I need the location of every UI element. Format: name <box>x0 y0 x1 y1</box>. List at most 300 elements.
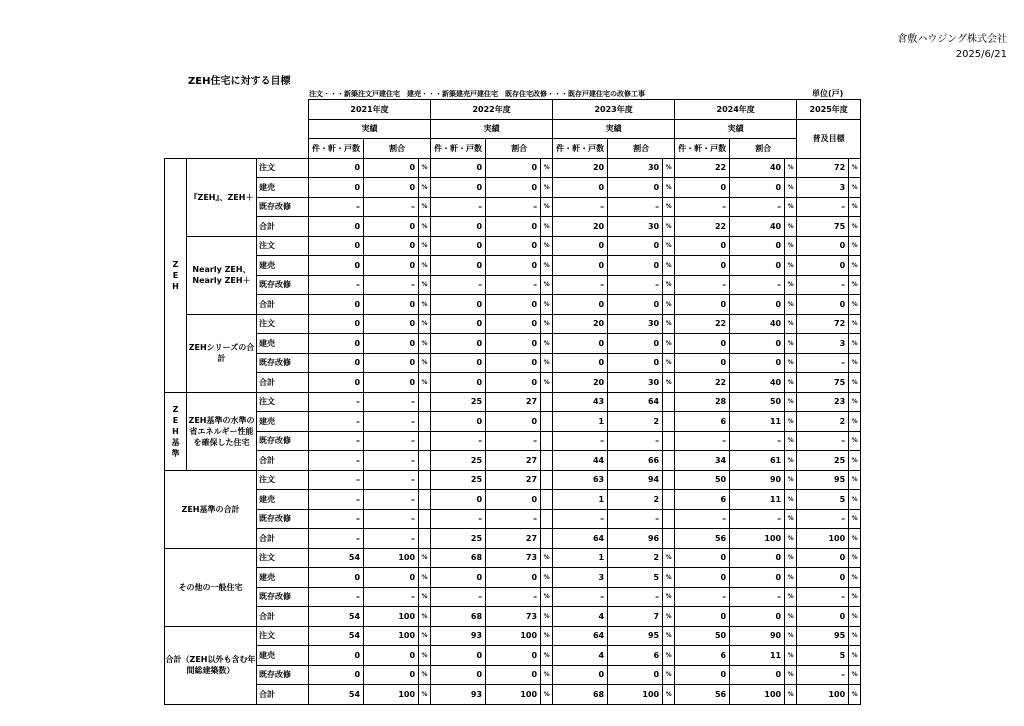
table-row <box>165 158 861 178</box>
unit-label: 単位(戸) <box>812 89 844 98</box>
percent-sign-cell: % <box>849 646 861 666</box>
count-cell: 0 <box>553 256 608 276</box>
ratio-cell: 11 <box>730 646 785 666</box>
percent-sign-cell <box>541 509 553 529</box>
document-date: 2025/6/21 <box>955 49 1007 60</box>
percent-sign-cell: % <box>419 158 431 178</box>
percent-sign-cell: % <box>785 509 797 529</box>
target-cell: 100 <box>797 529 849 549</box>
percent-sign-cell <box>663 529 675 549</box>
actual-header-row <box>165 119 861 139</box>
category-label: 合計（ZEH以外も含む年間総建築数） <box>165 626 257 704</box>
count-cell: – <box>309 431 364 451</box>
target-cell: – <box>797 431 849 451</box>
percent-sign-cell <box>419 490 431 510</box>
target-cell: 3 <box>797 178 849 198</box>
count-cell: 22 <box>675 373 730 393</box>
row-type-label: 注文 <box>257 236 309 256</box>
ratio-cell: – <box>364 197 419 217</box>
percent-sign-cell: % <box>541 626 553 646</box>
percent-sign-cell: % <box>541 275 553 295</box>
row-type-label: 注文 <box>257 392 309 412</box>
percent-sign-cell: % <box>663 607 675 627</box>
count-cell: 0 <box>431 178 486 198</box>
count-cell: 0 <box>309 256 364 276</box>
percent-sign-cell: % <box>849 568 861 588</box>
ratio-cell: 0 <box>486 646 541 666</box>
target-cell: 3 <box>797 334 849 354</box>
ratio-cell: – <box>730 275 785 295</box>
percent-sign-cell: % <box>785 412 797 432</box>
ratio-cell: 30 <box>608 373 663 393</box>
category-label: その他の一般住宅 <box>165 548 257 626</box>
count-cell: – <box>431 197 486 217</box>
percent-sign-cell: % <box>541 646 553 666</box>
ratio-cell: – <box>486 431 541 451</box>
count-cell: – <box>553 275 608 295</box>
count-cell: – <box>675 431 730 451</box>
count-cell: 22 <box>675 158 730 178</box>
percent-sign-cell: % <box>663 626 675 646</box>
ratio-cell: 100 <box>730 529 785 549</box>
ratio-cell: 95 <box>608 626 663 646</box>
count-cell: – <box>675 275 730 295</box>
row-type-label: 建売 <box>257 334 309 354</box>
count-cell: 54 <box>309 685 364 705</box>
target-cell: 0 <box>797 568 849 588</box>
ratio-cell: 0 <box>486 412 541 432</box>
percent-sign-cell: % <box>541 548 553 568</box>
percent-sign-cell: % <box>541 373 553 393</box>
percent-sign-cell: % <box>849 685 861 705</box>
count-cell: 0 <box>675 665 730 685</box>
percent-sign-cell: % <box>419 568 431 588</box>
row-type-label: 既存改修 <box>257 665 309 685</box>
percent-sign-cell: % <box>541 568 553 588</box>
ratio-cell: 0 <box>364 256 419 276</box>
percent-sign-cell: % <box>419 275 431 295</box>
ratio-cell: 0 <box>486 178 541 198</box>
percent-sign-cell: % <box>849 353 861 373</box>
percent-sign-cell: % <box>541 217 553 237</box>
percent-sign-cell: % <box>663 197 675 217</box>
ratio-cell: 0 <box>364 334 419 354</box>
percent-sign-cell: % <box>849 314 861 334</box>
percent-sign-cell: % <box>663 373 675 393</box>
count-cell: – <box>431 509 486 529</box>
table-row <box>165 529 861 549</box>
count-cell: 0 <box>431 373 486 393</box>
count-cell: – <box>553 431 608 451</box>
percent-sign-cell: % <box>785 451 797 471</box>
row-type-label: 合計 <box>257 451 309 471</box>
percent-sign-cell <box>541 529 553 549</box>
percent-sign-cell <box>663 451 675 471</box>
percent-sign-cell: % <box>541 334 553 354</box>
ratio-label: 割合 <box>486 139 553 159</box>
count-cell: 0 <box>553 665 608 685</box>
target-cell: 23 <box>797 392 849 412</box>
year-2023: 2023年度 <box>553 100 675 120</box>
count-cell: 54 <box>309 548 364 568</box>
ratio-cell: 27 <box>486 529 541 549</box>
year-2025: 2025年度 <box>797 100 861 120</box>
count-cell: – <box>309 490 364 510</box>
row-type-label: 建売 <box>257 256 309 276</box>
count-cell: 0 <box>553 353 608 373</box>
count-cell: – <box>309 509 364 529</box>
year-2022: 2022年度 <box>431 100 553 120</box>
count-cell: 20 <box>553 158 608 178</box>
count-cell: – <box>553 587 608 607</box>
percent-sign-cell: % <box>849 217 861 237</box>
percent-sign-cell: % <box>785 607 797 627</box>
percent-sign-cell: % <box>785 217 797 237</box>
table-row <box>165 334 861 354</box>
percent-sign-cell: % <box>849 412 861 432</box>
count-cell: 0 <box>675 353 730 373</box>
ratio-cell: – <box>364 392 419 412</box>
percent-sign-cell: % <box>419 236 431 256</box>
ratio-cell: – <box>364 412 419 432</box>
percent-sign-cell: % <box>541 178 553 198</box>
percent-sign-cell: % <box>419 295 431 315</box>
percent-sign-cell: % <box>849 509 861 529</box>
percent-sign-cell: % <box>785 256 797 276</box>
percent-sign-cell: % <box>785 295 797 315</box>
ratio-cell: 27 <box>486 451 541 471</box>
count-cell: 68 <box>431 607 486 627</box>
count-label: 件・軒・戸数 <box>431 139 486 159</box>
ratio-label: 割合 <box>364 139 431 159</box>
count-cell: – <box>309 529 364 549</box>
ratio-cell: 50 <box>730 392 785 412</box>
count-cell: 25 <box>431 470 486 490</box>
row-type-label: 注文 <box>257 548 309 568</box>
ratio-cell: 0 <box>608 236 663 256</box>
percent-sign-cell: % <box>663 295 675 315</box>
percent-sign-cell: % <box>849 548 861 568</box>
percent-sign-cell: % <box>785 178 797 198</box>
target-cell: 95 <box>797 626 849 646</box>
percent-sign-cell: % <box>849 431 861 451</box>
percent-sign-cell <box>419 451 431 471</box>
ratio-cell: 6 <box>608 646 663 666</box>
percent-sign-cell: % <box>849 626 861 646</box>
percent-sign-cell: % <box>663 314 675 334</box>
year-2021: 2021年度 <box>309 100 431 120</box>
ratio-cell: 61 <box>730 451 785 471</box>
percent-sign-cell <box>663 412 675 432</box>
count-cell: – <box>553 509 608 529</box>
percent-sign-cell: % <box>849 529 861 549</box>
category-outer-label <box>165 158 187 392</box>
count-cell: 25 <box>431 529 486 549</box>
target-cell: 0 <box>797 236 849 256</box>
ratio-cell: 0 <box>608 178 663 198</box>
table-row <box>165 490 861 510</box>
percent-sign-cell: % <box>785 158 797 178</box>
row-type-label: 合計 <box>257 217 309 237</box>
table-row <box>165 178 861 198</box>
count-cell: 0 <box>309 646 364 666</box>
percent-sign-cell: % <box>541 587 553 607</box>
ratio-cell: 100 <box>486 685 541 705</box>
count-cell: 56 <box>675 685 730 705</box>
row-type-label: 合計 <box>257 373 309 393</box>
count-cell: 43 <box>553 392 608 412</box>
percent-sign-cell: % <box>541 665 553 685</box>
table-row <box>165 217 861 237</box>
count-cell: 0 <box>431 353 486 373</box>
percent-sign-cell: % <box>785 197 797 217</box>
percent-sign-cell: % <box>849 665 861 685</box>
percent-sign-cell: % <box>541 256 553 276</box>
row-type-label: 注文 <box>257 470 309 490</box>
count-cell: 0 <box>309 568 364 588</box>
table-row <box>165 353 861 373</box>
count-cell: – <box>431 587 486 607</box>
ratio-cell: 0 <box>486 665 541 685</box>
count-cell: – <box>675 197 730 217</box>
ratio-cell: 0 <box>486 217 541 237</box>
percent-sign-cell: % <box>419 685 431 705</box>
table-row <box>165 607 861 627</box>
row-type-label: 注文 <box>257 626 309 646</box>
percent-sign-cell: % <box>849 256 861 276</box>
percent-sign-cell: % <box>419 314 431 334</box>
count-cell: 0 <box>431 334 486 354</box>
target-cell: 72 <box>797 314 849 334</box>
target-cell: – <box>797 197 849 217</box>
count-cell: 0 <box>431 236 486 256</box>
ratio-cell: 90 <box>730 626 785 646</box>
ratio-cell: – <box>364 587 419 607</box>
table-row <box>165 236 861 256</box>
count-cell: 0 <box>431 646 486 666</box>
ratio-cell: 0 <box>608 295 663 315</box>
percent-sign-cell <box>419 470 431 490</box>
ratio-cell: 0 <box>364 217 419 237</box>
table-row <box>165 685 861 705</box>
percent-sign-cell: % <box>785 392 797 412</box>
percent-sign-cell: % <box>849 587 861 607</box>
count-cell: 25 <box>431 451 486 471</box>
count-cell: 6 <box>675 490 730 510</box>
actual-label: 実績 <box>675 119 797 139</box>
count-label: 件・軒・戸数 <box>309 139 364 159</box>
ratio-cell: 0 <box>486 353 541 373</box>
category-outer-text: ZEH基準 <box>171 404 180 458</box>
count-cell: 20 <box>553 314 608 334</box>
ratio-cell: – <box>730 587 785 607</box>
count-cell: 6 <box>675 412 730 432</box>
count-cell: 64 <box>553 626 608 646</box>
percent-sign-cell: % <box>541 353 553 373</box>
count-cell: 1 <box>553 412 608 432</box>
count-cell: 68 <box>431 548 486 568</box>
count-cell: 0 <box>431 490 486 510</box>
ratio-cell: 64 <box>608 392 663 412</box>
ratio-cell: 0 <box>730 607 785 627</box>
ratio-cell: 0 <box>730 568 785 588</box>
percent-sign-cell: % <box>785 568 797 588</box>
target-cell: 2 <box>797 412 849 432</box>
percent-sign-cell: % <box>663 568 675 588</box>
ratio-cell: 0 <box>608 353 663 373</box>
ratio-cell: 0 <box>364 314 419 334</box>
percent-sign-cell: % <box>663 158 675 178</box>
count-cell: 6 <box>675 646 730 666</box>
ratio-cell: – <box>364 529 419 549</box>
count-cell: – <box>675 587 730 607</box>
ratio-cell: 0 <box>364 158 419 178</box>
ratio-cell: 0 <box>486 236 541 256</box>
ratio-cell: 0 <box>364 178 419 198</box>
ratio-cell: 0 <box>486 490 541 510</box>
percent-sign-cell: % <box>541 236 553 256</box>
row-type-label: 建売 <box>257 490 309 510</box>
table-row <box>165 470 861 490</box>
company-name: 倉敷ハウジング株式会社 <box>897 34 1007 45</box>
count-cell: – <box>309 412 364 432</box>
target-cell: 5 <box>797 490 849 510</box>
percent-sign-cell: % <box>663 548 675 568</box>
ratio-cell: – <box>486 509 541 529</box>
percent-sign-cell: % <box>785 665 797 685</box>
table-row <box>165 412 861 432</box>
percent-sign-cell <box>663 509 675 529</box>
percent-sign-cell <box>541 451 553 471</box>
count-cell: 4 <box>553 607 608 627</box>
percent-sign-cell: % <box>785 470 797 490</box>
ratio-cell: 0 <box>364 646 419 666</box>
count-cell: – <box>309 587 364 607</box>
percent-sign-cell <box>541 392 553 412</box>
ratio-cell: – <box>486 197 541 217</box>
target-cell: – <box>797 665 849 685</box>
percent-sign-cell: % <box>541 295 553 315</box>
table-row <box>165 295 861 315</box>
target-cell: – <box>797 587 849 607</box>
percent-sign-cell: % <box>663 236 675 256</box>
percent-sign-cell: % <box>419 373 431 393</box>
category-label: ZEH基準の水準の省エネルギー性能を確保した住宅 <box>187 392 257 470</box>
count-cell: 0 <box>675 178 730 198</box>
ratio-cell: – <box>364 490 419 510</box>
ratio-cell: – <box>608 431 663 451</box>
count-label: 件・軒・戸数 <box>675 139 730 159</box>
target-label: 普及目標 <box>797 119 861 158</box>
ratio-cell: 100 <box>608 685 663 705</box>
count-cell: 3 <box>553 568 608 588</box>
percent-sign-cell: % <box>849 373 861 393</box>
count-cell: 44 <box>553 451 608 471</box>
ratio-cell: 0 <box>364 373 419 393</box>
ratio-cell: – <box>608 587 663 607</box>
ratio-cell: – <box>608 509 663 529</box>
count-cell: – <box>553 197 608 217</box>
target-cell: 95 <box>797 470 849 490</box>
ratio-cell: 40 <box>730 314 785 334</box>
table-row <box>165 626 861 646</box>
ratio-cell: 0 <box>486 256 541 276</box>
year-2024: 2024年度 <box>675 100 797 120</box>
ratio-cell: 0 <box>364 665 419 685</box>
ratio-cell: 11 <box>730 490 785 510</box>
ratio-cell: – <box>364 470 419 490</box>
ratio-cell: 0 <box>608 256 663 276</box>
count-cell: 0 <box>675 607 730 627</box>
count-cell: 63 <box>553 470 608 490</box>
ratio-cell: 100 <box>364 685 419 705</box>
count-cell: 0 <box>309 373 364 393</box>
percent-sign-cell: % <box>541 685 553 705</box>
count-cell: 22 <box>675 314 730 334</box>
count-cell: 0 <box>553 236 608 256</box>
ratio-cell: 0 <box>730 178 785 198</box>
count-cell: 0 <box>431 256 486 276</box>
percent-sign-cell: % <box>419 646 431 666</box>
count-cell: – <box>309 470 364 490</box>
count-cell: 4 <box>553 646 608 666</box>
table-row <box>165 256 861 276</box>
ratio-cell: 100 <box>364 548 419 568</box>
percent-sign-cell <box>663 470 675 490</box>
percent-sign-cell: % <box>663 685 675 705</box>
percent-sign-cell: % <box>663 587 675 607</box>
percent-sign-cell: % <box>419 178 431 198</box>
ratio-cell: 0 <box>364 568 419 588</box>
target-cell: – <box>797 353 849 373</box>
row-type-label: 既存改修 <box>257 509 309 529</box>
count-cell: 0 <box>431 568 486 588</box>
count-cell: – <box>431 275 486 295</box>
percent-sign-cell: % <box>541 314 553 334</box>
count-cell: 0 <box>675 295 730 315</box>
count-cell: 0 <box>675 548 730 568</box>
percent-sign-cell: % <box>663 178 675 198</box>
percent-sign-cell: % <box>419 217 431 237</box>
count-cell: – <box>309 451 364 471</box>
percent-sign-cell: % <box>849 334 861 354</box>
count-cell: – <box>431 431 486 451</box>
percent-sign-cell: % <box>419 548 431 568</box>
ratio-cell: 0 <box>730 665 785 685</box>
ratio-cell: 100 <box>364 607 419 627</box>
count-cell: 0 <box>431 665 486 685</box>
percent-sign-cell <box>419 412 431 432</box>
row-type-label: 既存改修 <box>257 275 309 295</box>
ratio-cell: 40 <box>730 158 785 178</box>
count-cell: 50 <box>675 470 730 490</box>
percent-sign-cell: % <box>785 275 797 295</box>
zeh-target-table <box>164 99 861 705</box>
target-cell: 100 <box>797 685 849 705</box>
ratio-cell: – <box>364 431 419 451</box>
count-cell: – <box>675 509 730 529</box>
table-row <box>165 314 861 334</box>
target-cell: 75 <box>797 217 849 237</box>
percent-sign-cell: % <box>419 607 431 627</box>
ratio-cell: 40 <box>730 373 785 393</box>
count-cell: 93 <box>431 626 486 646</box>
row-type-label: 建売 <box>257 178 309 198</box>
percent-sign-cell: % <box>419 353 431 373</box>
count-cell: 0 <box>431 158 486 178</box>
table-row <box>165 646 861 666</box>
target-cell: 0 <box>797 295 849 315</box>
